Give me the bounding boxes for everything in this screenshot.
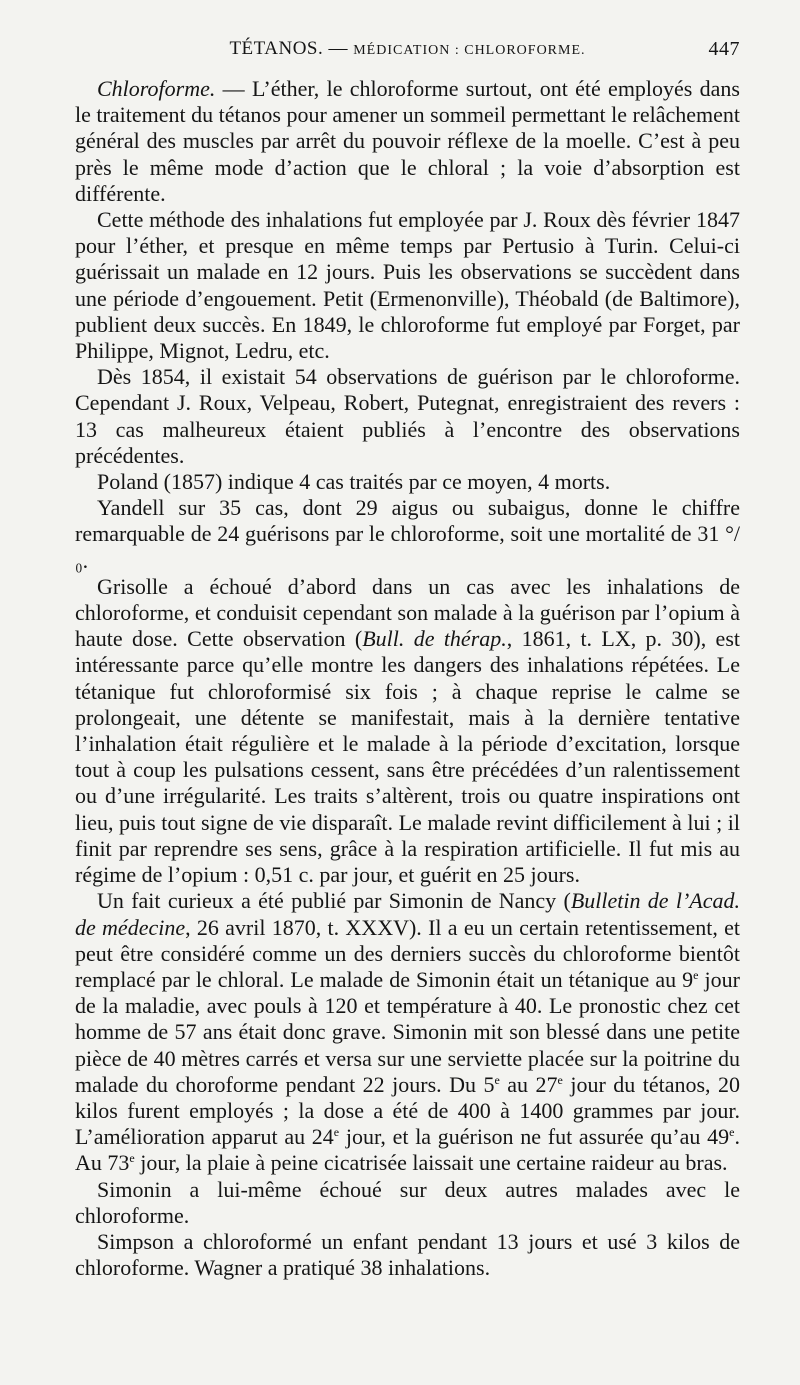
text-run: , 1861, t. LX, p. 30), est intéressante parce qu’elle montre les dangers des inhalations répétées. Le tétanique fut chloroformisé six fois ; à chaque reprise le calme se prolongeait, une détente se manifestait, mais à la dernière tentative l’inhalation était régulière et le malade à la période d’excitation, lorsque tout à coup les pulsations cessent, sans être précédées d’un ralentissement ou d’une irrégularité. Les traits s’altèrent, trois ou quatre inspirations ont lieu, puis tout signe de vie disparaît. Le malade revint difficilement à lui ; il finit par reprendre ses sens, grâce à la respiration artificielle. Il fut mis au régime de l’opium : 0,51 c. par jour, et guérit en 25 jours. <box>75 626 740 888</box>
text-run: jour, la plaie à peine cicatrisée laissait une certaine raideur au bras. <box>134 1150 728 1176</box>
paragraph <box>75 469 740 495</box>
text-run: Yandell sur 35 cas, dont 29 aigus ou subaigus, donne le chiffre remarquable de 24 guérisons par le chloroforme, soit une mortalité de 31 °/₀. <box>75 495 740 573</box>
text-run: Grisolle a échoué d’abord dans un cas avec les inhalations de chloroforme, et conduisit cependant son malade à la guérison par l’opium à haute dose. Cette observation ( <box>75 573 740 652</box>
paragraph <box>75 364 740 469</box>
text-run: jour de la maladie, avec pouls à 120 et température à 40. Le pronostic chez cet homme de 57 ans était donc grave. Simonin mit son blessé dans une petite pièce de 40 mètres carrés et versa sur une serviette placée sur la poitrine du malade du choroforme pendant 22 jours. Du 5 <box>75 966 740 1097</box>
text-run: Simpson a chloroformé un enfant pendant 13 jours et usé 3 kilos de chloroforme. Wagner a pratiqué 38 inhalations. <box>75 1228 740 1281</box>
page-number: 447 <box>708 38 740 60</box>
superscript: e <box>693 967 699 982</box>
paragraph <box>75 76 740 207</box>
text-run: Poland (1857) indique 4 cas traités par ce moyen, 4 morts. <box>97 469 611 495</box>
superscript: e <box>557 1072 563 1087</box>
running-title-sub: MÉDICATION : CHLOROFORME. <box>353 43 586 58</box>
running-title-separator: — <box>323 38 354 59</box>
running-title <box>75 38 740 60</box>
body-text <box>75 76 740 1281</box>
paragraph <box>75 1177 740 1229</box>
text-run: Dès 1854, il existait 54 observations de guérison par le chloroforme. Cependant J. Roux, Velpeau, Robert, Putegnat, enregistraient des revers : 13 cas malheureux étaient publiés à l’encontre des observations précédentes. <box>75 364 740 468</box>
text-run: jour, et la guérison ne fut assurée qu’au 49 <box>339 1124 730 1150</box>
superscript: e <box>333 1125 340 1140</box>
running-head <box>75 38 740 68</box>
text-run: — L’éther, le chloroforme surtout, ont été employés dans le traitement du tétanos pour amener un sommeil permettant le relâchement général des muscles par arrêt du pouvoir réflexe de la moelle. C’est à peu près le même mode d’action que le chloral ; la voie d’absorption est différente. <box>75 76 740 206</box>
text-run: Un fait curieux a été publié par Simonin de Nancy ( <box>97 888 571 914</box>
text-run: Cette méthode des inhalations fut employée par J. Roux dès février 1847 pour l’éther, et presque en même temps par Pertusio à Turin. Celui-ci guérissait un malade en 12 jours. Puis les observations se succèdent dans une période d’engouement. Petit (Ermenonville), Théobald (de Baltimore), publient deux succès. En 1849, le chloroforme fut employé par Forget, par Philippe, Mignot, Ledru, etc. <box>75 207 740 364</box>
paragraph <box>75 207 740 364</box>
superscript: e <box>129 1151 135 1166</box>
italic-text: Chloroforme. <box>97 76 216 101</box>
superscript: e <box>729 1125 735 1140</box>
text-run: . Au 73 <box>75 1124 740 1176</box>
text-run: , 26 avril 1870, t. XXXV). Il a eu un certain retentissement, et peut être considéré comme un des derniers succès du chloroforme bientôt remplacé par le chloral. Le malade de Simonin était un tétanique au 9 <box>75 914 740 992</box>
text-run: Simonin a lui-même échoué sur deux autres malades avec le chloroforme. <box>75 1176 740 1228</box>
superscript: e <box>494 1072 500 1087</box>
italic-text: Bulletin de l’Acad. de médecine <box>75 888 740 940</box>
running-title-main: TÉTANOS. <box>229 38 324 59</box>
paragraph <box>75 574 740 888</box>
paragraph <box>75 1229 740 1281</box>
text-run: au 27 <box>499 1071 558 1097</box>
paragraph <box>75 888 740 1176</box>
paragraph <box>75 495 740 574</box>
text-run: jour du tétanos, 20 kilos furent employés ; la dose a été de 400 à 1400 grammes par jour. L’amélioration apparut au 24 <box>75 1071 741 1150</box>
italic-text: Bull. de thérap. <box>362 626 507 652</box>
